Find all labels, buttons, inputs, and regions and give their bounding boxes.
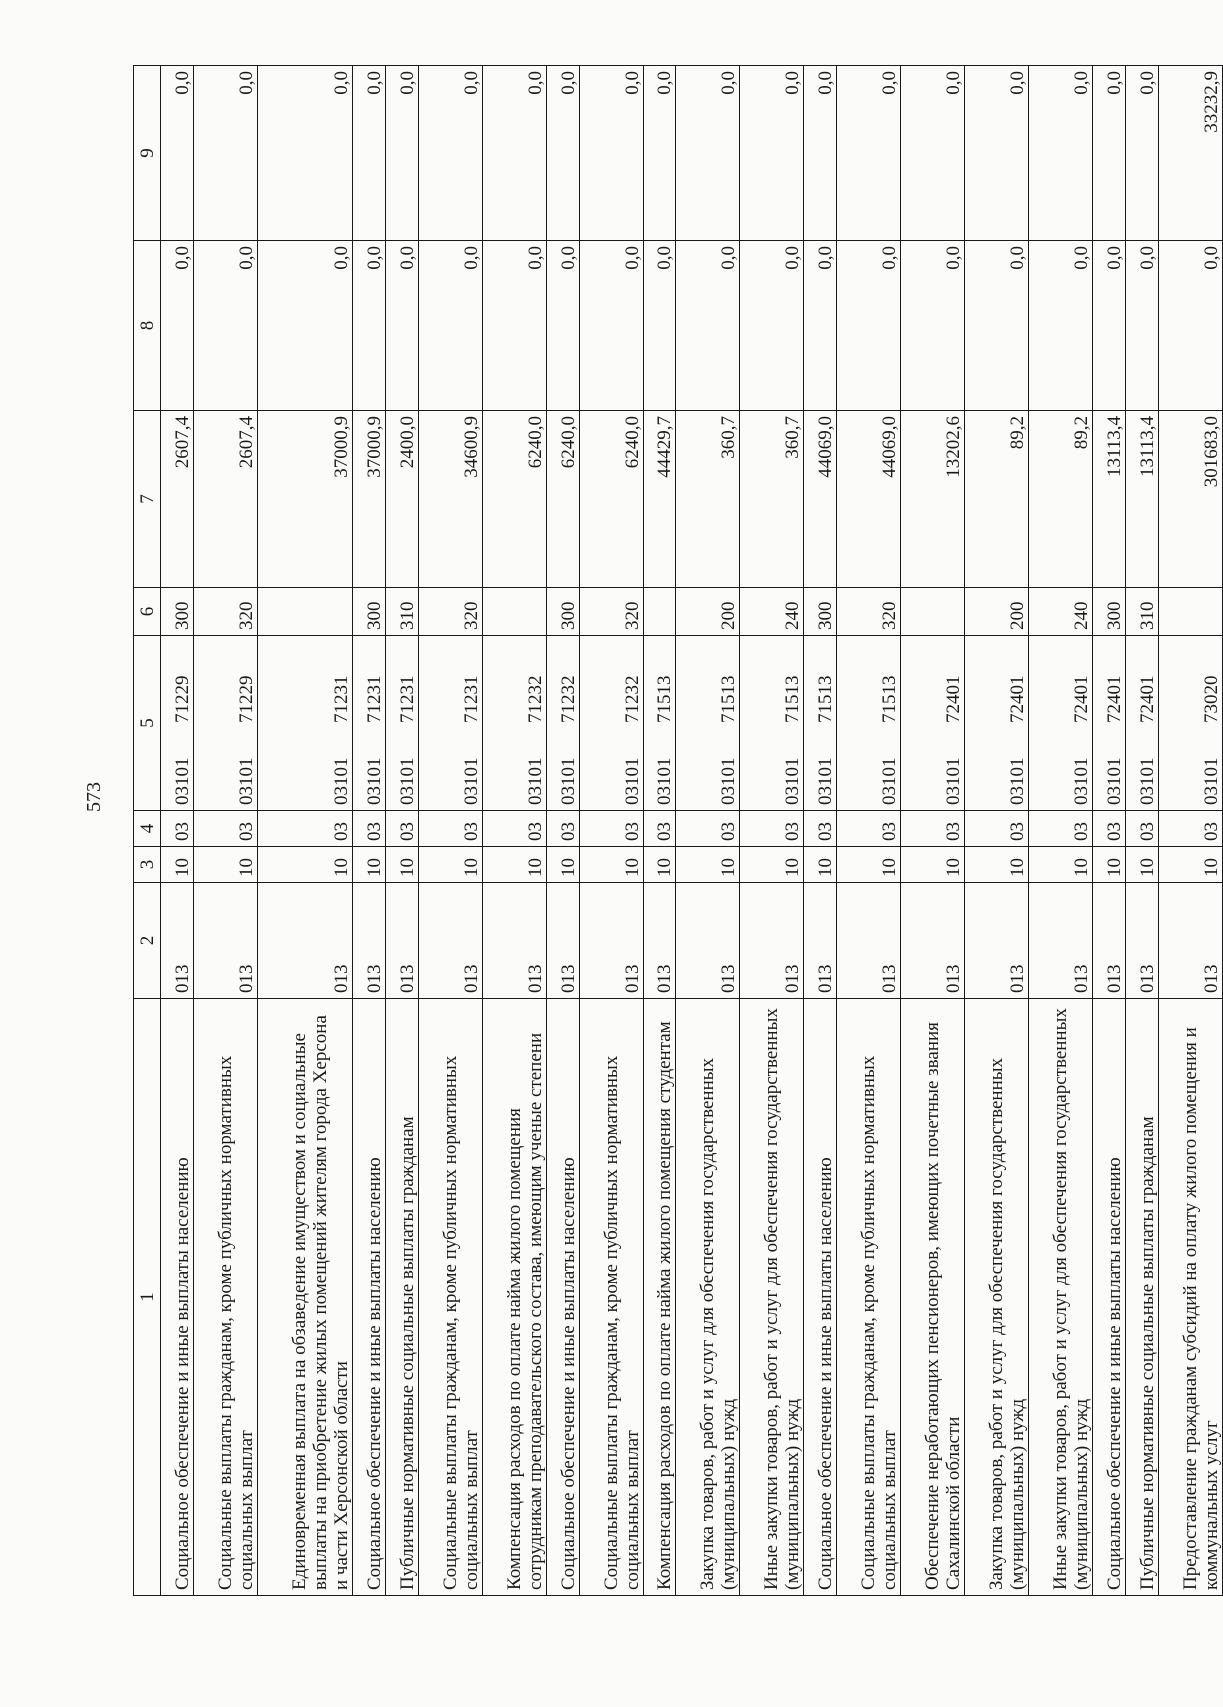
cell-amount-col7: 6240,0 — [546, 411, 579, 588]
cell-section: 10 — [257, 847, 352, 883]
cell-ministry-code: 013 — [418, 883, 482, 999]
cell-name: Единовременная выплата на обзаведение имуществом и социальные выплаты на приобретение жилых помещений жителям города Херсона и части Херсонской области — [257, 999, 352, 1596]
column-header-1: 1 — [134, 999, 161, 1596]
cell-target-article — [353, 636, 386, 811]
cell-subsection: 03 — [418, 811, 482, 847]
budget-table — [133, 65, 1223, 1596]
cell-subsection: 03 — [1029, 811, 1093, 847]
cell-name: Социальное обеспечение и иные выплаты населению — [353, 999, 386, 1596]
table-row — [643, 66, 676, 1596]
cell-target-article-direction: 71513 — [654, 675, 676, 723]
cell-expense-type — [643, 588, 676, 636]
cell-amount-col7: 13113,4 — [1126, 411, 1159, 588]
cell-amount-col9: 0,0 — [546, 66, 579, 241]
cell-expense-type: 300 — [161, 588, 194, 636]
cell-subsection: 03 — [740, 811, 804, 847]
cell-amount-col7: 6240,0 — [579, 411, 643, 588]
cell-ministry-code: 013 — [837, 883, 901, 999]
table-row — [740, 66, 804, 1596]
cell-target-article-direction: 71513 — [718, 675, 740, 723]
cell-expense-type: 320 — [418, 588, 482, 636]
cell-amount-col9: 0,0 — [965, 66, 1029, 241]
cell-name: Публичные нормативные социальные выплаты гражданам — [1126, 999, 1159, 1596]
cell-subsection: 03 — [1158, 811, 1222, 847]
cell-section: 10 — [676, 847, 740, 883]
cell-section: 10 — [740, 847, 804, 883]
cell-target-article-direction: 71231 — [363, 675, 385, 723]
cell-section: 10 — [385, 847, 418, 883]
cell-target-article-program: 03101 — [654, 757, 676, 805]
cell-name: Компенсация расходов по оплате найма жилого помещения студентам — [643, 999, 676, 1596]
column-header-4: 4 — [134, 811, 161, 847]
cell-expense-type: 320 — [193, 588, 257, 636]
cell-amount-col7: 301683,0 — [1158, 411, 1222, 588]
cell-target-article-direction: 71513 — [815, 675, 837, 723]
cell-target-article — [579, 636, 643, 811]
cell-ministry-code: 013 — [1126, 883, 1159, 999]
cell-amount-col7: 6240,0 — [482, 411, 546, 588]
page-number: 573 — [83, 782, 105, 812]
table-row — [804, 66, 837, 1596]
cell-target-article-program: 03101 — [363, 757, 385, 805]
cell-amount-col9: 0,0 — [837, 66, 901, 241]
budget-table-container — [133, 66, 1223, 1596]
cell-amount-col9: 0,0 — [482, 66, 546, 241]
cell-ministry-code: 013 — [546, 883, 579, 999]
cell-subsection: 03 — [837, 811, 901, 847]
cell-subsection: 03 — [193, 811, 257, 847]
cell-expense-type: 300 — [1093, 588, 1126, 636]
cell-section: 10 — [1126, 847, 1159, 883]
cell-amount-col7: 37000,9 — [353, 411, 386, 588]
cell-name: Социальное обеспечение и иные выплаты населению — [1093, 999, 1126, 1596]
column-header-6: 6 — [134, 588, 161, 636]
cell-target-article — [546, 636, 579, 811]
cell-section: 10 — [1158, 847, 1222, 883]
cell-ministry-code: 013 — [385, 883, 418, 999]
cell-target-article — [257, 636, 352, 811]
cell-target-article-program: 03101 — [1104, 757, 1126, 805]
cell-expense-type — [1158, 588, 1222, 636]
cell-target-article — [676, 636, 740, 811]
cell-subsection: 03 — [353, 811, 386, 847]
cell-expense-type: 320 — [579, 588, 643, 636]
cell-subsection: 03 — [1093, 811, 1126, 847]
cell-amount-col9: 0,0 — [676, 66, 740, 241]
cell-target-article-direction: 71513 — [782, 675, 804, 723]
cell-expense-type: 320 — [837, 588, 901, 636]
cell-target-article — [643, 636, 676, 811]
cell-target-article-direction: 71231 — [396, 675, 418, 723]
cell-target-article — [161, 636, 194, 811]
cell-target-article-program: 03101 — [621, 757, 643, 805]
cell-target-article-program: 03101 — [1136, 757, 1158, 805]
cell-amount-col8: 0,0 — [257, 241, 352, 411]
cell-section: 10 — [965, 847, 1029, 883]
cell-target-article — [1126, 636, 1159, 811]
cell-subsection: 03 — [579, 811, 643, 847]
cell-amount-col8: 0,0 — [1093, 241, 1126, 411]
cell-expense-type — [901, 588, 965, 636]
cell-target-article — [385, 636, 418, 811]
cell-target-article-direction: 72401 — [943, 675, 965, 723]
cell-target-article-direction: 72401 — [1136, 675, 1158, 723]
cell-amount-col8: 0,0 — [643, 241, 676, 411]
cell-name: Закупка товаров, работ и услуг для обеспечения государственных (муниципальных) нужд — [676, 999, 740, 1596]
cell-name: Социальные выплаты гражданам, кроме публичных нормативных социальных выплат — [193, 999, 257, 1596]
cell-amount-col7: 44069,0 — [837, 411, 901, 588]
cell-amount-col9: 0,0 — [643, 66, 676, 241]
cell-target-article — [740, 636, 804, 811]
cell-target-article-program: 03101 — [943, 757, 965, 805]
cell-name: Компенсация расходов по оплате найма жилого помещения сотрудникам преподавательского состава, имеющим ученые степени — [482, 999, 546, 1596]
cell-target-article — [1158, 636, 1222, 811]
cell-ministry-code: 013 — [965, 883, 1029, 999]
cell-amount-col8: 0,0 — [1126, 241, 1159, 411]
cell-name: Публичные нормативные социальные выплаты гражданам — [385, 999, 418, 1596]
cell-subsection: 03 — [676, 811, 740, 847]
cell-amount-col8: 0,0 — [579, 241, 643, 411]
cell-amount-col7: 360,7 — [676, 411, 740, 588]
cell-target-article-direction: 72401 — [1007, 675, 1029, 723]
cell-target-article — [901, 636, 965, 811]
cell-amount-col9: 0,0 — [193, 66, 257, 241]
cell-amount-col7: 89,2 — [965, 411, 1029, 588]
cell-amount-col7: 89,2 — [1029, 411, 1093, 588]
cell-amount-col9: 0,0 — [740, 66, 804, 241]
cell-ministry-code: 013 — [804, 883, 837, 999]
cell-subsection: 03 — [643, 811, 676, 847]
column-header-8: 8 — [134, 241, 161, 411]
cell-name: Социальные выплаты гражданам, кроме публичных нормативных социальных выплат — [418, 999, 482, 1596]
cell-target-article — [965, 636, 1029, 811]
cell-target-article-direction: 71513 — [879, 675, 901, 723]
cell-amount-col8: 0,0 — [161, 241, 194, 411]
cell-target-article-program: 03101 — [1007, 757, 1029, 805]
cell-amount-col9: 0,0 — [579, 66, 643, 241]
cell-name: Социальные выплаты гражданам, кроме публичных нормативных социальных выплат — [579, 999, 643, 1596]
cell-target-article — [193, 636, 257, 811]
cell-subsection: 03 — [482, 811, 546, 847]
cell-section: 10 — [837, 847, 901, 883]
cell-target-article-direction: 71229 — [171, 675, 193, 723]
cell-ministry-code: 013 — [482, 883, 546, 999]
cell-amount-col9: 0,0 — [804, 66, 837, 241]
cell-section: 10 — [161, 847, 194, 883]
cell-ministry-code: 013 — [1158, 883, 1222, 999]
cell-target-article-direction: 72401 — [1104, 675, 1126, 723]
cell-expense-type: 200 — [676, 588, 740, 636]
cell-amount-col8: 0,0 — [1029, 241, 1093, 411]
cell-ministry-code: 013 — [1029, 883, 1093, 999]
column-header-9: 9 — [134, 66, 161, 241]
cell-target-article-direction: 71232 — [524, 675, 546, 723]
cell-amount-col8: 0,0 — [385, 241, 418, 411]
cell-target-article-direction: 71229 — [235, 675, 257, 723]
cell-target-article-program: 03101 — [1201, 757, 1222, 805]
cell-expense-type: 300 — [353, 588, 386, 636]
cell-ministry-code: 013 — [193, 883, 257, 999]
cell-amount-col8: 0,0 — [901, 241, 965, 411]
cell-target-article-program: 03101 — [718, 757, 740, 805]
cell-expense-type: 310 — [1126, 588, 1159, 636]
table-row — [161, 66, 194, 1596]
cell-name: Иные закупки товаров, работ и услуг для обеспечения государственных (муниципальных) нужд — [1029, 999, 1093, 1596]
cell-target-article-program: 03101 — [879, 757, 901, 805]
cell-target-article — [837, 636, 901, 811]
cell-expense-type: 200 — [965, 588, 1029, 636]
cell-subsection: 03 — [965, 811, 1029, 847]
cell-section: 10 — [804, 847, 837, 883]
cell-amount-col8: 0,0 — [482, 241, 546, 411]
cell-amount-col8: 0,0 — [837, 241, 901, 411]
cell-amount-col8: 0,0 — [193, 241, 257, 411]
cell-target-article-program: 03101 — [815, 757, 837, 805]
cell-ministry-code: 013 — [740, 883, 804, 999]
table-row — [353, 66, 386, 1596]
cell-subsection: 03 — [161, 811, 194, 847]
cell-target-article-program: 03101 — [1071, 757, 1093, 805]
cell-amount-col9: 33232,9 — [1158, 66, 1222, 241]
cell-section: 10 — [901, 847, 965, 883]
cell-target-article-direction: 73020 — [1201, 675, 1222, 723]
cell-name: Социальное обеспечение и иные выплаты населению — [546, 999, 579, 1596]
cell-amount-col8: 0,0 — [965, 241, 1029, 411]
cell-name: Обеспечение неработающих пенсионеров, имеющих почетные звания Сахалинской области — [901, 999, 965, 1596]
cell-subsection: 03 — [546, 811, 579, 847]
column-header-5: 5 — [134, 636, 161, 811]
header-row — [134, 66, 161, 1596]
cell-ministry-code: 013 — [901, 883, 965, 999]
cell-name: Социальное обеспечение и иные выплаты населению — [804, 999, 837, 1596]
cell-target-article — [1093, 636, 1126, 811]
table-row — [579, 66, 643, 1596]
cell-amount-col9: 0,0 — [353, 66, 386, 241]
cell-name: Социальные выплаты гражданам, кроме публичных нормативных социальных выплат — [837, 999, 901, 1596]
cell-name: Закупка товаров, работ и услуг для обеспечения государственных (муниципальных) нужд — [965, 999, 1029, 1596]
cell-name: Иные закупки товаров, работ и услуг для обеспечения государственных (муниципальных) нужд — [740, 999, 804, 1596]
cell-ministry-code: 013 — [676, 883, 740, 999]
table-row — [1158, 66, 1222, 1596]
cell-ministry-code: 013 — [257, 883, 352, 999]
cell-amount-col7: 44429,7 — [643, 411, 676, 588]
cell-section: 10 — [1093, 847, 1126, 883]
cell-expense-type — [257, 588, 352, 636]
cell-amount-col8: 0,0 — [804, 241, 837, 411]
cell-target-article — [804, 636, 837, 811]
cell-amount-col8: 0,0 — [676, 241, 740, 411]
cell-name: Предоставление гражданам субсидий на оплату жилого помещения и коммунальных услуг — [1158, 999, 1222, 1596]
cell-amount-col7: 2400,0 — [385, 411, 418, 588]
column-header-2: 2 — [134, 883, 161, 999]
cell-amount-col9: 0,0 — [1029, 66, 1093, 241]
cell-subsection: 03 — [901, 811, 965, 847]
cell-target-article-program: 03101 — [171, 757, 193, 805]
cell-amount-col7: 37000,9 — [257, 411, 352, 588]
cell-amount-col9: 0,0 — [1093, 66, 1126, 241]
column-header-3: 3 — [134, 847, 161, 883]
cell-target-article — [418, 636, 482, 811]
cell-section: 10 — [579, 847, 643, 883]
cell-target-article-program: 03101 — [460, 757, 482, 805]
cell-target-article — [482, 636, 546, 811]
cell-expense-type: 300 — [546, 588, 579, 636]
cell-amount-col8: 0,0 — [546, 241, 579, 411]
table-row — [965, 66, 1029, 1596]
cell-target-article-direction: 71231 — [331, 675, 353, 723]
cell-target-article-program: 03101 — [782, 757, 804, 805]
cell-subsection: 03 — [804, 811, 837, 847]
cell-expense-type: 300 — [804, 588, 837, 636]
cell-section: 10 — [1029, 847, 1093, 883]
table-row — [1126, 66, 1159, 1596]
table-row — [676, 66, 740, 1596]
cell-target-article-direction: 71232 — [557, 675, 579, 723]
cell-section: 10 — [193, 847, 257, 883]
cell-amount-col8: 0,0 — [418, 241, 482, 411]
cell-subsection: 03 — [1126, 811, 1159, 847]
table-row — [546, 66, 579, 1596]
cell-expense-type: 240 — [1029, 588, 1093, 636]
table-row — [385, 66, 418, 1596]
cell-target-article-direction: 71231 — [460, 675, 482, 723]
cell-amount-col9: 0,0 — [1126, 66, 1159, 241]
cell-name: Социальное обеспечение и иные выплаты населению — [161, 999, 194, 1596]
cell-ministry-code: 013 — [353, 883, 386, 999]
cell-amount-col7: 360,7 — [740, 411, 804, 588]
cell-amount-col9: 0,0 — [418, 66, 482, 241]
table-row — [257, 66, 352, 1596]
table-row — [482, 66, 546, 1596]
table-row — [1093, 66, 1126, 1596]
cell-amount-col7: 34600,9 — [418, 411, 482, 588]
cell-section: 10 — [546, 847, 579, 883]
cell-ministry-code: 013 — [1093, 883, 1126, 999]
cell-expense-type: 240 — [740, 588, 804, 636]
cell-target-article-program: 03101 — [557, 757, 579, 805]
cell-ministry-code: 013 — [161, 883, 194, 999]
cell-target-article — [1029, 636, 1093, 811]
cell-expense-type: 310 — [385, 588, 418, 636]
cell-amount-col7: 13202,6 — [901, 411, 965, 588]
cell-target-article-program: 03101 — [235, 757, 257, 805]
cell-amount-col9: 0,0 — [257, 66, 352, 241]
table-row — [837, 66, 901, 1596]
cell-amount-col7: 2607,4 — [193, 411, 257, 588]
cell-target-article-direction: 71232 — [621, 675, 643, 723]
cell-target-article-direction: 72401 — [1071, 675, 1093, 723]
cell-ministry-code: 013 — [643, 883, 676, 999]
cell-amount-col7: 2607,4 — [161, 411, 194, 588]
column-header-7: 7 — [134, 411, 161, 588]
cell-section: 10 — [482, 847, 546, 883]
cell-amount-col9: 0,0 — [901, 66, 965, 241]
cell-section: 10 — [353, 847, 386, 883]
cell-expense-type — [482, 588, 546, 636]
cell-amount-col7: 13113,4 — [1093, 411, 1126, 588]
cell-target-article-program: 03101 — [524, 757, 546, 805]
cell-amount-col8: 0,0 — [740, 241, 804, 411]
cell-ministry-code: 013 — [579, 883, 643, 999]
table-row — [901, 66, 965, 1596]
cell-amount-col8: 0,0 — [353, 241, 386, 411]
cell-section: 10 — [418, 847, 482, 883]
cell-amount-col9: 0,0 — [161, 66, 194, 241]
cell-section: 10 — [643, 847, 676, 883]
cell-amount-col7: 44069,0 — [804, 411, 837, 588]
cell-target-article-program: 03101 — [396, 757, 418, 805]
cell-subsection: 03 — [385, 811, 418, 847]
table-row — [1029, 66, 1093, 1596]
table-row — [418, 66, 482, 1596]
cell-subsection: 03 — [257, 811, 352, 847]
cell-amount-col8: 0,0 — [1158, 241, 1222, 411]
cell-target-article-program: 03101 — [331, 757, 353, 805]
table-row — [193, 66, 257, 1596]
cell-amount-col9: 0,0 — [385, 66, 418, 241]
